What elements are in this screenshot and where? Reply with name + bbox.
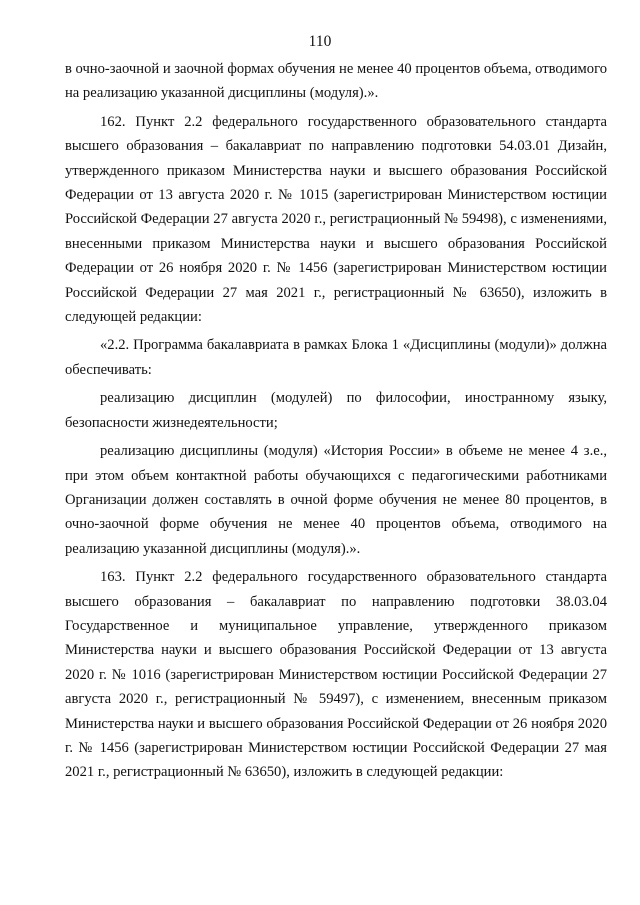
paragraph-item-163: 163. Пункт 2.2 федерального государственного образовательного стандарта высшего образования – бакалавриат по направлению подготовки 38.03.04 Государственное и муниципальное управление, утвержденного приказом Министерства науки и высшего образования Российской Федерации от 13 августа 2020 г. № 1016 (зарегистрирован Министерством юстиции Российской Федерации 27 августа 2020 г., регистрационный № 59497), с изменением, внесенным приказом Министерства науки и высшего образования Российской Федерации от 26 ноября 2020 г. № 1456 (зарегистрирован Министерством юстиции Российской Федерации 27 мая 2021 г., регистрационный № 63650), изложить в следующей редакции: bbox=[65, 569, 607, 781]
paragraph-disciplines: реализацию дисциплин (модулей) по философии, иностранному языку, безопасности жизнедеятельности; bbox=[65, 390, 607, 431]
paragraph-clause-2-2: «2.2. Программа бакалавриата в рамках Блока 1 «Дисциплины (модули)» должна обеспечивать: bbox=[65, 337, 607, 378]
paragraph-history-russia: реализацию дисциплины (модуля) «История России» в объеме не менее 4 з.е., при этом объем контактной работы обучающихся с педагогическими работниками Организации должен составлять в очной форме обучения не менее 80 процентов, в очно-заочной форме обучения не менее 40 процентов объема, отводимого на реализацию указанной дисциплины (модуля).». bbox=[65, 443, 607, 557]
paragraph-continuation: в очно-заочной и заочной формах обучения не менее 40 процентов объема, отводимого на реализацию указанной дисциплины (модуля).». bbox=[65, 61, 607, 102]
paragraph-item-162: 162. Пункт 2.2 федерального государственного образовательного стандарта высшего образования – бакалавриат по направлению подготовки 54.03.01 Дизайн, утвержденного приказом Министерства науки и высшего образования Российской Федерации от 13 августа 2020 г. № 1015 (зарегистрирован Министерством юстиции Российской Федерации 27 августа 2020 г., регистрационный № 59498), с изменениями, внесенными приказом Министерства науки и высшего образования Российской Федерации от 26 ноября 2020 г. № 1456 (зарегистрирован Министерством юстиции Российской Федерации 27 мая 2021 г., регистрационный № 63650), изложить в следующей редакции: bbox=[65, 113, 607, 326]
document-body bbox=[65, 57, 607, 785]
page-number: 110 bbox=[308, 33, 332, 50]
